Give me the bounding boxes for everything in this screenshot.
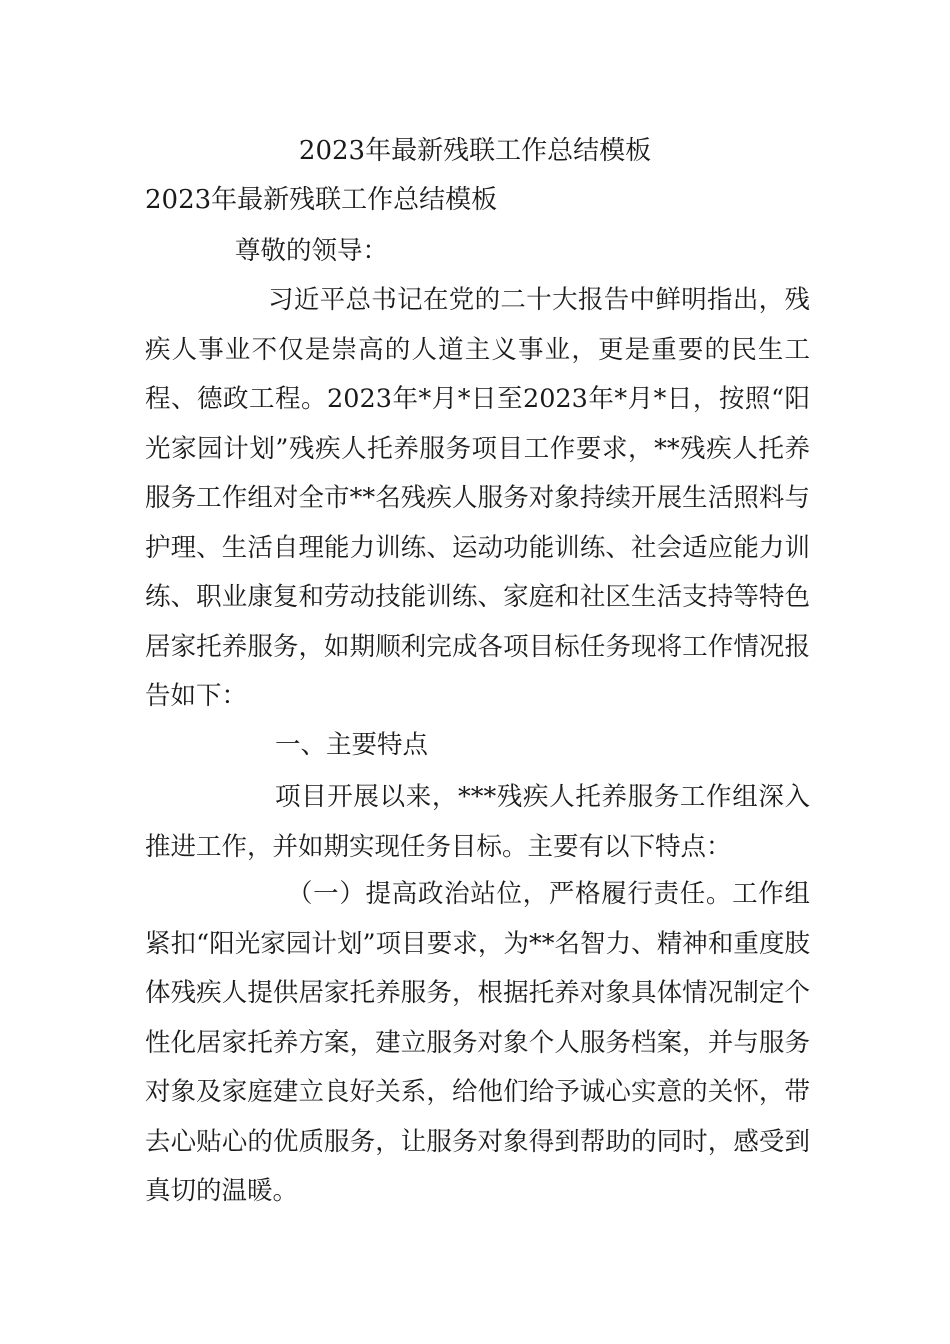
section-intro-paragraph: 项目开展以来，***残疾人托养服务工作组深入推进工作，并如期实现任务目标。主要有以下特点： — [145, 782, 810, 862]
intro-paragraph: 习近平总书记在党的二十大报告中鲜明指出，残疾人事业不仅是崇高的人道主义事业，更是重要的民生工程、德政工程。2023年*月*日至2023年*月*日，按照“阳光家园计划”残疾人托养服务项目工作要求，**残疾人托养服务工作组对全市**名残疾人服务对象持续开展生活照料与护理、生活自理能力训练、运动功能训练、社会适应能力训练、职业康复和劳动技能训练、家庭和社区生活支持等特色居家托养服务，如期顺利完成各项目标任务现将工作情况报告如下： — [145, 285, 810, 711]
salutation: 尊敬的领导： — [235, 236, 389, 266]
point-one-paragraph: （一）提高政治站位，严格履行责任。工作组紧扣“阳光家园计划”项目要求，为**名智力、精神和重度肢体残疾人提供居家托养服务，根据托养对象具体情况制定个性化居家托养方案，建立服务对象个人服务档案，并与服务对象及家庭建立良好关系，给他们给予诚心实意的关怀，带去心贴心的优质服务，让服务对象得到帮助的同时，感受到真切的温暖。 — [145, 879, 810, 1206]
document-title: 2023年最新残联工作总结模板 — [298, 136, 652, 166]
document-subtitle: 2023年最新残联工作总结模板 — [145, 185, 498, 215]
section-heading: 一、主要特点 — [275, 730, 429, 760]
